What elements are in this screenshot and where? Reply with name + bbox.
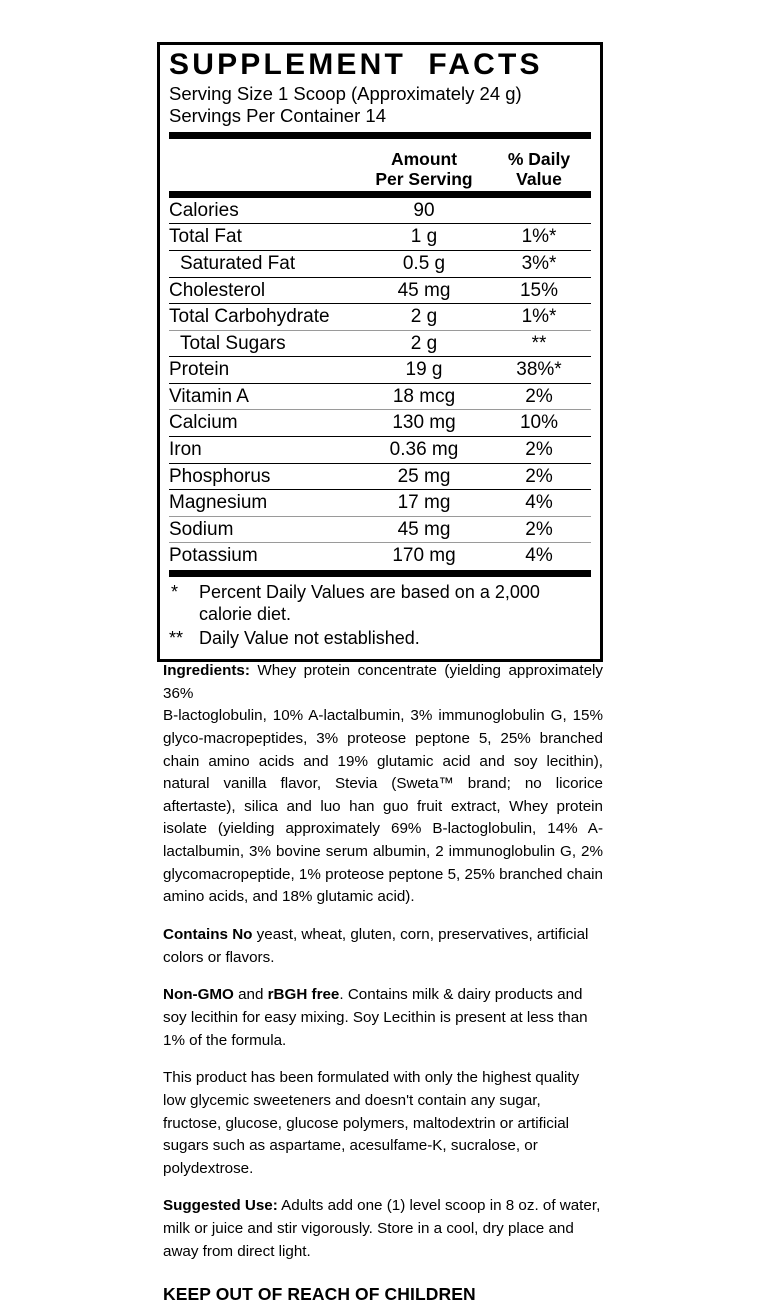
nutrient-amount: 25 mg (397, 465, 451, 487)
nutrient-row (169, 410, 591, 437)
contains-no-text: yeast, wheat, gluten, corn, preservatives, artificial colors or flavors. (163, 926, 589, 966)
nutrient-row (169, 224, 591, 251)
nutrient-row (169, 464, 591, 491)
nutrient-name: Sodium (169, 518, 234, 540)
supplement-facts-panel (157, 42, 603, 662)
panel-title-gap (406, 48, 428, 81)
nutrient-daily-value: 4% (525, 492, 553, 514)
column-header-amount-line2: Per Serving (375, 169, 473, 190)
label-body-copy (163, 660, 603, 1307)
nutrient-amount: 2 g (410, 332, 438, 354)
nutrient-daily-value: ** (531, 332, 547, 354)
nutrient-row (169, 543, 591, 570)
non-gmo-mid: and (233, 986, 268, 1004)
nutrient-row (169, 304, 591, 331)
nutrient-amount: 1 g (410, 226, 438, 248)
nutrient-amount: 130 mg (392, 412, 456, 434)
ingredients-paragraph (163, 660, 603, 909)
panel-title-second: FACTS (428, 48, 543, 81)
non-gmo-paragraph (163, 984, 603, 1052)
contains-no-paragraph (163, 924, 603, 969)
nutrient-amount: 17 mg (397, 492, 451, 514)
footnote-text: Daily Value not established. (199, 627, 420, 648)
nutrient-amount: 18 mcg (392, 385, 456, 407)
nutrient-row (169, 251, 591, 278)
suggested-use-text: Adults add one (1) level scoop in 8 oz. of water, milk or juice and stir vigorously. Store in a cool, dry place and away from direct light. (163, 1197, 601, 1260)
ingredients-rest: B-lactoglobulin, 10% A-lactalbumin, 3% immunoglobulin G, 15% glyco-macropeptides, 3% proteose peptone 5, 25% branched chain amino acids and 19% glutamic acid and soy lecithin), natural vanilla flavor, Stevia (Sweta™ brand; no licorice aftertaste), silica and luo han guo fruit extract, Whey protein isolate (yielding approximately 69% B-lactoglobulin, 14% A-lactalbumin, 3% bovine serum albumin, 2 immunoglobulin G, 2% glycomacropeptide, 1% proteose peptone 5, 25% branched chain amino acids, and 18% glutamic acid). (163, 707, 603, 906)
rbgh-free-label: rBGH free (267, 986, 340, 1004)
nutrient-daily-value: 38%* (516, 359, 562, 381)
nutrient-row (169, 490, 591, 517)
supplement-facts-header-area (160, 50, 600, 577)
nutrient-name: Iron (169, 439, 202, 461)
nutrient-amount: 0.36 mg (389, 439, 459, 461)
ingredients-label: Ingredients: (163, 662, 250, 679)
nutrient-amount: 0.5 g (402, 252, 446, 274)
rule-below-nutrients (169, 570, 591, 577)
column-header-dv-line1: % Daily (507, 149, 571, 170)
footnotes (160, 577, 600, 659)
nutrient-daily-value: 1%* (521, 226, 557, 248)
footnote (169, 582, 591, 626)
nutrient-row (169, 198, 591, 225)
nutrient-name: Vitamin A (169, 385, 249, 407)
nutrient-daily-value: 4% (525, 545, 553, 567)
nutrient-amount: 2 g (410, 306, 438, 328)
footnote-marker: ** (169, 627, 184, 648)
ingredients-line1: Whey protein concentrate (yielding approximately 36% (163, 662, 603, 702)
contains-no-label: Contains No (163, 926, 253, 944)
panel-title (169, 50, 591, 81)
table-column-headers (169, 139, 591, 191)
nutrient-name: Saturated Fat (180, 252, 296, 274)
sweetener-paragraph: This product has been formulated with only the highest quality low glycemic sweeteners and doesn't contain any sugar, fructose, glucose, glucose polymers, maltodextrin or artificial sugars such as aspartame, acesulfame-K, sucralose, or polydextrose. (163, 1069, 580, 1177)
nutrient-row (169, 278, 591, 305)
panel-title-main: SUPPLEMENT (169, 48, 407, 81)
rule-below-servings (169, 132, 591, 139)
footnote-marker: * (171, 582, 179, 603)
keep-out-of-reach-warning: KEEP OUT OF REACH OF CHILDREN (163, 1284, 476, 1305)
suggested-use-label: Suggested Use: (163, 1197, 278, 1215)
nutrient-daily-value: 1%* (521, 306, 557, 328)
suggested-use-paragraph (163, 1195, 603, 1263)
nutrient-daily-value: 2% (525, 518, 553, 540)
nutrient-name: Total Fat (169, 226, 242, 248)
column-header-daily-value (487, 149, 591, 190)
nutrient-row (169, 357, 591, 384)
nutrient-amount: 170 mg (392, 545, 456, 567)
nutrient-amount: 45 mg (397, 518, 451, 540)
nutrient-daily-value: 15% (519, 279, 559, 301)
serving-size: Serving Size 1 Scoop (Approximately 24 g) (169, 82, 522, 104)
nutrient-row (169, 517, 591, 544)
nutrient-name: Phosphorus (169, 465, 271, 487)
nutrient-name: Magnesium (169, 492, 268, 514)
nutrient-daily-value: 2% (525, 385, 553, 407)
nutrient-daily-value: 10% (519, 412, 559, 434)
nutrient-name: Calories (169, 199, 239, 221)
column-header-amount-line1: Amount (390, 149, 458, 170)
nutrient-amount: 90 (413, 199, 435, 221)
nutrient-name: Total Sugars (180, 332, 286, 354)
nutrient-row (169, 437, 591, 464)
nutrient-name: Cholesterol (169, 279, 266, 301)
nutrient-daily-value: 2% (525, 439, 553, 461)
nutrient-rows (169, 198, 591, 570)
footnote (169, 628, 591, 650)
nutrient-row (169, 384, 591, 411)
non-gmo-text: . Contains milk & dairy products and soy lecithin for easy mixing. Soy Lecithin is present at less than 1% of the formula. (163, 986, 588, 1049)
nutrient-name: Calcium (169, 412, 238, 434)
nutrient-name: Total Carbohydrate (169, 306, 330, 328)
footnote-text: Percent Daily Values are based on a 2,000 calorie diet. (199, 582, 540, 624)
nutrient-name: Potassium (169, 545, 258, 567)
nutrient-row (169, 331, 591, 358)
column-header-dv-line2: Value (516, 169, 562, 190)
nutrient-amount: 19 g (405, 359, 443, 381)
nutrient-daily-value: 3%* (521, 252, 557, 274)
servings-per-container: Servings Per Container 14 (169, 105, 386, 127)
rule-below-column-headers (169, 191, 591, 198)
nutrient-daily-value: 2% (525, 465, 553, 487)
non-gmo-label: Non-GMO (163, 986, 234, 1004)
nutrient-name: Protein (169, 359, 230, 381)
column-header-amount (361, 149, 487, 190)
nutrient-amount: 45 mg (397, 279, 451, 301)
